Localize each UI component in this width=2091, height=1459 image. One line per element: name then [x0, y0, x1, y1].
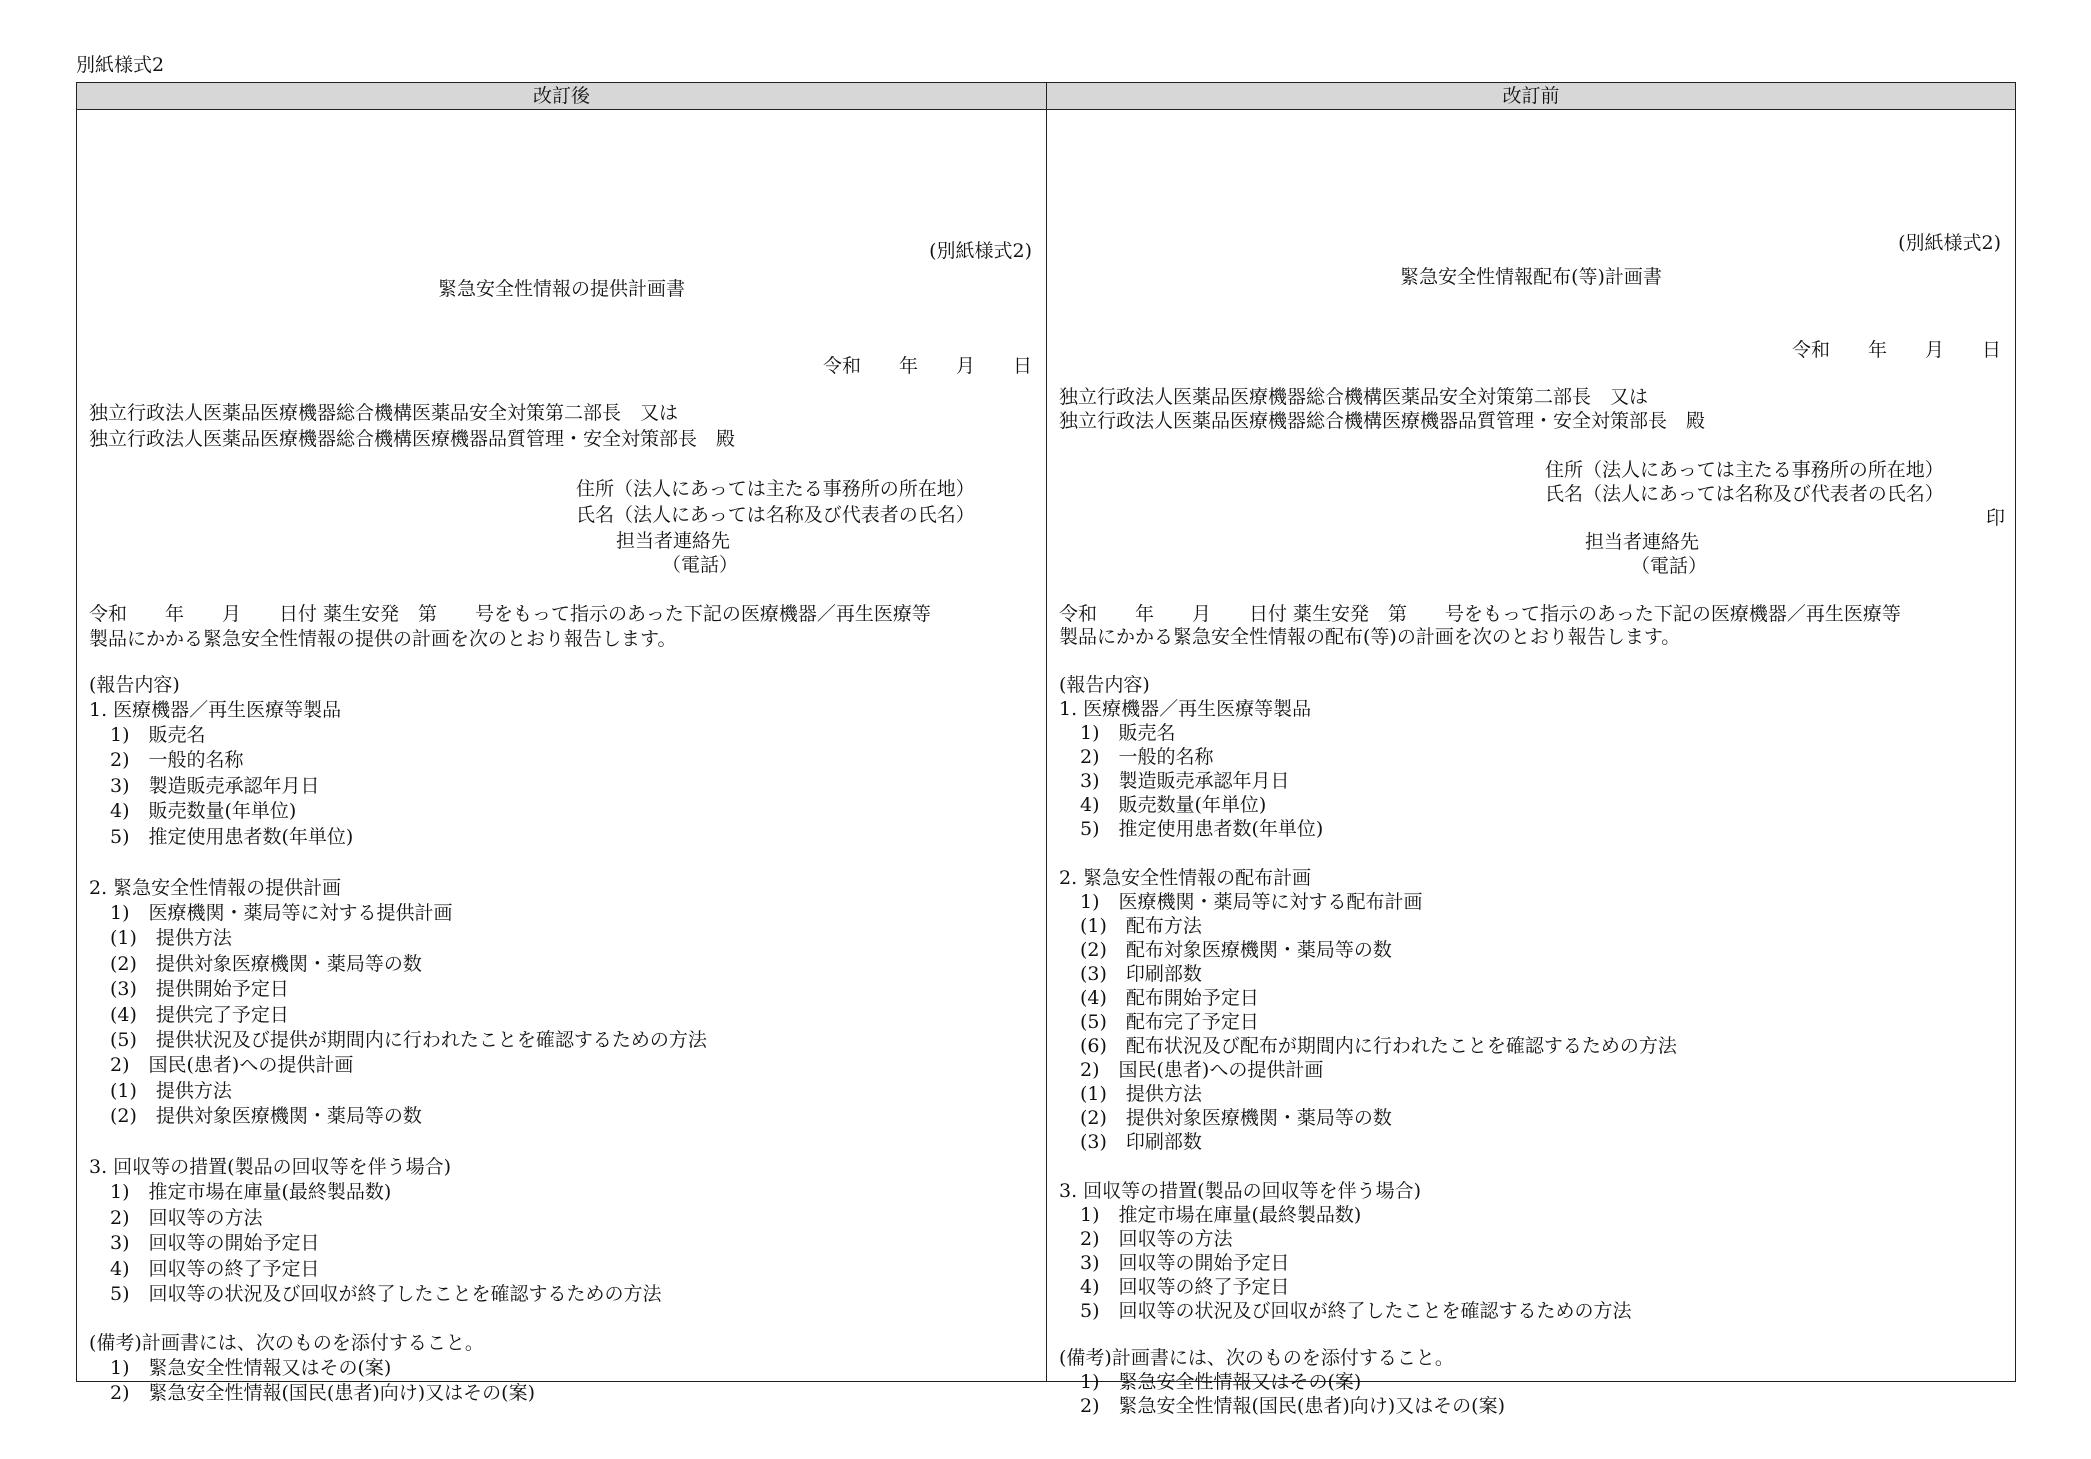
- list-item: (6) 配布状況及び配布が期間内に行われたことを確認するための方法: [1080, 1035, 1677, 1057]
- list-item: (2) 提供対象医療機関・薬局等の数: [110, 1105, 422, 1127]
- form-caption: 別紙様式2: [76, 54, 165, 76]
- note-heading: (備考)計画書には、次のものを添付すること。: [89, 1332, 484, 1354]
- addressee-line-1: 独立行政法人医薬品医療機器総合機構医薬品安全対策第二部長 又は: [1059, 386, 1649, 408]
- form-label: (別紙様式2): [1898, 232, 2001, 254]
- seal-mark: 印: [1985, 507, 2005, 529]
- list-item: 2) 一般的名称: [110, 749, 244, 771]
- list-item: 5) 推定使用患者数(年単位): [1080, 818, 1324, 840]
- list-item: (1) 提供方法: [1080, 1083, 1202, 1105]
- name-line: 氏名（法人にあっては名称及び代表者の氏名）: [576, 504, 975, 526]
- list-item: (2) 提供対象医療機関・薬局等の数: [110, 953, 422, 975]
- body-line-2: 製品にかかる緊急安全性情報の提供の計画を次のとおり報告します。: [89, 628, 677, 650]
- list-item: (3) 提供開始予定日: [110, 978, 289, 1000]
- phone-line: （電話）: [1631, 555, 1708, 577]
- report-heading: (報告内容): [89, 674, 180, 696]
- list-item: 1) 医療機関・薬局等に対する提供計画: [110, 902, 453, 924]
- column-after: [77, 110, 1046, 1404]
- list-item: 2) 国民(患者)への提供計画: [110, 1054, 354, 1076]
- list-item: (1) 提供方法: [110, 927, 232, 949]
- list-item: 2) 回収等の方法: [110, 1207, 263, 1229]
- list-item: (3) 印刷部数: [1080, 963, 1202, 985]
- list-item: 2) 緊急安全性情報(国民(患者)向け)又はその(案): [1080, 1395, 1505, 1417]
- list-item: (5) 提供状況及び提供が期間内に行われたことを確認するための方法: [110, 1029, 707, 1051]
- list-item: 2) 緊急安全性情報(国民(患者)向け)又はその(案): [110, 1382, 535, 1404]
- list-item: (1) 配布方法: [1080, 915, 1202, 937]
- list-item: 3) 回収等の開始予定日: [110, 1232, 320, 1254]
- list-item: 4) 回収等の終了予定日: [1080, 1276, 1290, 1298]
- section-2-heading: 2. 緊急安全性情報の配布計画: [1059, 867, 1312, 889]
- list-item: 4) 販売数量(年単位): [110, 800, 297, 822]
- list-item: (1) 提供方法: [110, 1080, 232, 1102]
- list-item: 1) 販売名: [110, 724, 206, 746]
- addressee-line-1: 独立行政法人医薬品医療機器総合機構医薬品安全対策第二部長 又は: [89, 402, 679, 424]
- column-before: [1047, 110, 2015, 1417]
- list-item: (4) 提供完了予定日: [110, 1004, 289, 1026]
- section-3-heading: 3. 回収等の措置(製品の回収等を伴う場合): [89, 1156, 451, 1178]
- body-line-1: 令和 年 月 日付 薬生安発 第 号をもって指示のあった下記の医療機器／再生医療等: [89, 603, 931, 625]
- list-item: (5) 配布完了予定日: [1080, 1011, 1259, 1033]
- list-item: 1) 推定市場在庫量(最終製品数): [1080, 1204, 1362, 1226]
- section-1-heading: 1. 医療機器／再生医療等製品: [89, 699, 342, 721]
- list-item: 5) 推定使用患者数(年単位): [110, 826, 354, 848]
- list-item: 1) 販売名: [1080, 722, 1176, 744]
- list-item: 5) 回収等の状況及び回収が終了したことを確認するための方法: [1080, 1300, 1632, 1322]
- list-item: (2) 提供対象医療機関・薬局等の数: [1080, 1107, 1392, 1129]
- list-item: (4) 配布開始予定日: [1080, 987, 1259, 1009]
- addressee-line-2: 独立行政法人医薬品医療機器総合機構医療機器品質管理・安全対策部長 殿: [89, 428, 736, 450]
- list-item: 5) 回収等の状況及び回収が終了したことを確認するための方法: [110, 1283, 662, 1305]
- contact-line: 担当者連絡先: [616, 530, 731, 552]
- list-item: (3) 印刷部数: [1080, 1131, 1202, 1153]
- report-heading: (報告内容): [1059, 674, 1150, 696]
- list-item: 3) 回収等の開始予定日: [1080, 1252, 1290, 1274]
- form-label: (別紙様式2): [929, 240, 1032, 262]
- addressee-line-2: 独立行政法人医薬品医療機器総合機構医療機器品質管理・安全対策部長 殿: [1059, 410, 1706, 432]
- list-item: 1) 医療機関・薬局等に対する配布計画: [1080, 891, 1423, 913]
- section-1-heading: 1. 医療機器／再生医療等製品: [1059, 698, 1312, 720]
- list-item: 3) 製造販売承認年月日: [1080, 770, 1290, 792]
- address-line: 住所（法人にあっては主たる事務所の所在地）: [576, 478, 975, 500]
- list-item: 2) 一般的名称: [1080, 746, 1214, 768]
- list-item: 2) 国民(患者)への提供計画: [1080, 1059, 1324, 1081]
- header-after: 改訂後: [532, 85, 590, 107]
- list-item: 1) 推定市場在庫量(最終製品数): [110, 1181, 392, 1203]
- section-3-heading: 3. 回収等の措置(製品の回収等を伴う場合): [1059, 1180, 1421, 1202]
- address-line: 住所（法人にあっては主たる事務所の所在地）: [1545, 459, 1944, 481]
- document-title: 緊急安全性情報の提供計画書: [437, 278, 685, 300]
- comparison-table: [76, 82, 2016, 1417]
- date-line: 令和 年 月 日: [822, 355, 1032, 377]
- list-item: 1) 緊急安全性情報又はその(案): [1080, 1371, 1362, 1393]
- list-item: 1) 緊急安全性情報又はその(案): [110, 1357, 392, 1379]
- section-2-heading: 2. 緊急安全性情報の提供計画: [89, 877, 342, 899]
- body-line-1: 令和 年 月 日付 薬生安発 第 号をもって指示のあった下記の医療機器／再生医療等: [1059, 603, 1901, 625]
- phone-line: （電話）: [662, 554, 739, 576]
- body-line-2: 製品にかかる緊急安全性情報の配布(等)の計画を次のとおり報告します。: [1059, 626, 1681, 648]
- list-item: 4) 回収等の終了予定日: [110, 1258, 320, 1280]
- document-title: 緊急安全性情報配布(等)計画書: [1400, 266, 1662, 288]
- list-item: 3) 製造販売承認年月日: [110, 775, 320, 797]
- list-item: 2) 回収等の方法: [1080, 1228, 1233, 1250]
- contact-line: 担当者連絡先: [1585, 531, 1700, 553]
- date-line: 令和 年 月 日: [1791, 339, 2001, 361]
- list-item: (2) 配布対象医療機関・薬局等の数: [1080, 939, 1392, 961]
- header-before: 改訂前: [1502, 85, 1560, 107]
- list-item: 4) 販売数量(年単位): [1080, 794, 1267, 816]
- note-heading: (備考)計画書には、次のものを添付すること。: [1059, 1347, 1454, 1369]
- name-line: 氏名（法人にあっては名称及び代表者の氏名）: [1545, 483, 1944, 505]
